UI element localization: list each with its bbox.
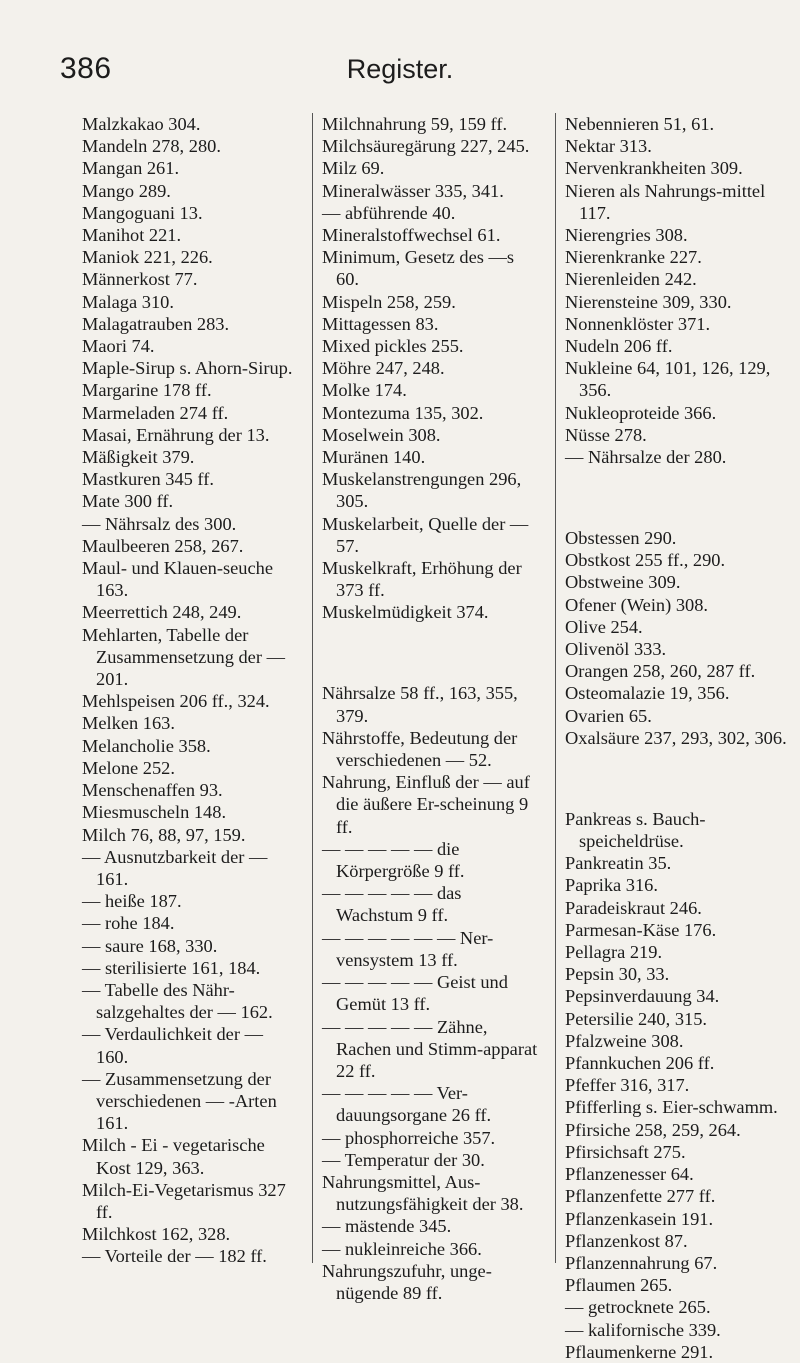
- index-entry: Pellagra 219.: [565, 942, 663, 963]
- index-entry: — getrocknete 265.: [565, 1297, 711, 1318]
- index-entry: — Tabelle des Nähr-salzgehaltes der — 162.: [82, 979, 273, 1023]
- index-entry: Melone 252.: [82, 757, 175, 778]
- index-entry: Mate 300 ff.: [82, 491, 174, 512]
- index-entry: Orangen 258, 260, 287 ff.: [565, 661, 756, 682]
- index-entry: Mispeln 258, 259.: [322, 291, 456, 312]
- index-entry: Miesmuscheln 148.: [82, 802, 227, 823]
- index-entry: — rohe 184.: [82, 913, 175, 934]
- index-entry: Milch-Ei-Vegetarismus 327 ff.: [82, 1179, 286, 1222]
- index-entry: Nahrungszufuhr, unge-nügende 89 ff.: [322, 1260, 492, 1303]
- index-entry: Malaga 310.: [82, 291, 174, 312]
- index-entry: Muskelanstrengungen 296, 305.: [322, 469, 522, 512]
- index-entry: Molke 174.: [322, 380, 407, 401]
- index-entry: Pfifferling s. Eier-schwamm.: [565, 1097, 778, 1118]
- index-entry: Mineralwässer 335, 341.: [322, 180, 504, 201]
- index-entry: — — — — — — Ner-vensystem 13 ff.: [322, 927, 494, 970]
- index-entry: Oxalsäure 237, 293, 302, 306.: [565, 727, 787, 748]
- index-entry: Petersilie 240, 315.: [565, 1008, 707, 1029]
- index-entry: Nährsalze 58 ff., 163, 355, 379.: [322, 683, 518, 726]
- index-entry: Pfalzweine 308.: [565, 1030, 684, 1051]
- index-entry: Obstweine 309.: [565, 572, 681, 593]
- index-entry: Nukleine 64, 101, 126, 129, 356.: [565, 358, 771, 401]
- index-entry: — — — — — Geist und Gemüt 13 ff.: [322, 972, 508, 1015]
- index-entry: — mästende 345.: [322, 1216, 452, 1237]
- index-entry: Paprika 316.: [565, 875, 658, 896]
- index-entry: Melken 163.: [82, 713, 175, 734]
- index-entry: — Zusammensetzung der verschiedenen — -Arten 161.: [82, 1068, 277, 1134]
- index-entry: Masai, Ernährung der 13.: [82, 424, 270, 445]
- index-entry: — Vorteile der — 182 ff.: [82, 1246, 267, 1267]
- index-entry: Olivenöl 333.: [565, 639, 667, 660]
- index-entry: Pankreas s. Bauch-speicheldrüse.: [565, 808, 706, 852]
- index-entry: Maple-Sirup s. Ahorn-Sirup.: [82, 358, 293, 379]
- section-gap: [565, 487, 787, 509]
- index-entry: Malzkakao 304.: [82, 114, 201, 134]
- index-entry: Nudeln 206 ff.: [565, 336, 673, 357]
- index-entry: Mehlarten, Tabelle der Zusammensetzung der — 201.: [82, 624, 285, 690]
- page-header: [0, 52, 800, 92]
- index-entry: Pfirsiche 258, 259, 264.: [565, 1119, 741, 1140]
- index-entry: Nahrungsmittel, Aus-nutzungsfähigkeit der 38.: [322, 1171, 524, 1215]
- index-entry: — abführende 40.: [322, 202, 456, 223]
- index-entry: Mangoguani 13.: [82, 202, 203, 223]
- index-entry: Manihot 221.: [82, 225, 182, 246]
- index-entry: — Nährsalze der 280.: [565, 447, 727, 468]
- index-entry: Montezuma 135, 302.: [322, 402, 484, 423]
- index-column-2: [322, 113, 538, 1304]
- index-entry: Malagatrauben 283.: [82, 313, 230, 334]
- index-entry: Meerrettich 248, 249.: [82, 602, 242, 623]
- index-entry: Mandeln 278, 280.: [82, 136, 221, 157]
- index-entry: Muskelmüdigkeit 374.: [322, 602, 489, 623]
- index-entry: Nierenkranke 227.: [565, 247, 702, 268]
- index-column-1: [82, 113, 297, 1268]
- index-entry: Marmeladen 274 ff.: [82, 402, 229, 423]
- index-entry: Nonnenklöster 371.: [565, 313, 711, 334]
- column-divider: [555, 113, 556, 1263]
- index-entry: Pankreatin 35.: [565, 853, 672, 874]
- index-entry: Parmesan-Käse 176.: [565, 919, 717, 940]
- index-entry: — — — — — das Wachstum 9 ff.: [322, 883, 462, 926]
- index-entry: — Verdaulichkeit der — 160.: [82, 1024, 263, 1067]
- index-entry: Nierengries 308.: [565, 225, 688, 246]
- index-entry: Pfirsichsaft 275.: [565, 1141, 686, 1162]
- index-entry: — nukleinreiche 366.: [322, 1238, 482, 1259]
- index-entry: Melancholie 358.: [82, 735, 211, 756]
- index-entry: Milz 69.: [322, 158, 385, 179]
- index-entry: Männerkost 77.: [82, 269, 198, 290]
- index-entry: Pepsin 30, 33.: [565, 964, 670, 985]
- index-entry: Pfeffer 316, 317.: [565, 1075, 690, 1096]
- index-entry: Mittagessen 83.: [322, 313, 439, 334]
- page-number: 386: [60, 52, 112, 85]
- column-divider: [312, 113, 313, 1263]
- index-entry: Osteomalazie 19, 356.: [565, 683, 730, 704]
- section-gap: [322, 642, 538, 664]
- index-entry: Milch - Ei - vegetarische Kost 129, 363.: [82, 1135, 265, 1178]
- index-entry: — Nährsalz des 300.: [82, 513, 237, 534]
- index-entry: — — — — — die Körpergröße 9 ff.: [322, 838, 465, 882]
- index-entry: Paradeiskraut 246.: [565, 897, 702, 918]
- index-entry: Muskelkraft, Erhöhung der 373 ff.: [322, 558, 522, 601]
- index-entry: Maulbeeren 258, 267.: [82, 535, 244, 556]
- index-entry: Menschenaffen 93.: [82, 780, 223, 801]
- index-entry: Milch 76, 88, 97, 159.: [82, 824, 246, 845]
- index-entry: Möhre 247, 248.: [322, 358, 445, 379]
- index-entry: Nieren als Nahrungs-mittel 117.: [565, 180, 766, 223]
- index-entry: Margarine 178 ff.: [82, 380, 212, 401]
- index-entry: Olive 254.: [565, 616, 643, 637]
- index-entry: Maniok 221, 226.: [82, 247, 213, 268]
- index-entry: Ofener (Wein) 308.: [565, 594, 709, 615]
- index-entry: Nüsse 278.: [565, 424, 647, 445]
- index-entry: — — — — — Zähne, Rachen und Stimm-apparat 22 ff.: [322, 1016, 538, 1081]
- index-entry: — — — — — Ver-dauungsorgane 26 ff.: [322, 1083, 492, 1126]
- index-entry: Nektar 313.: [565, 136, 652, 157]
- index-entry: — sterilisierte 161, 184.: [82, 957, 261, 978]
- index-entry: Maul- und Klauen-seuche 163.: [82, 558, 273, 601]
- index-entry: Pflanzennahrung 67.: [565, 1252, 718, 1273]
- index-entry: Moselwein 308.: [322, 424, 441, 445]
- index-entry: Pflaumenkerne 291.: [565, 1341, 714, 1362]
- index-entry: Obstessen 290.: [565, 528, 677, 549]
- index-entry: Nebennieren 51, 61.: [565, 114, 715, 134]
- index-entry: Pflanzenfette 277 ff.: [565, 1186, 716, 1207]
- index-entry: Mäßigkeit 379.: [82, 447, 195, 468]
- index-entry: — saure 168, 330.: [82, 935, 218, 956]
- index-entry: — phosphorreiche 357.: [322, 1127, 496, 1148]
- index-entry: Nierenleiden 242.: [565, 269, 697, 290]
- index-column-3: [565, 113, 787, 1363]
- index-entry: Obstkost 255 ff., 290.: [565, 550, 726, 571]
- index-entry: Mangan 261.: [82, 158, 180, 179]
- index-entry: Mastkuren 345 ff.: [82, 469, 214, 490]
- index-entry: Maori 74.: [82, 336, 155, 357]
- running-title: Register.: [346, 54, 454, 84]
- index-entry: Milchkost 162, 328.: [82, 1224, 231, 1245]
- index-entry: — Ausnutzbarkeit der — 161.: [82, 846, 268, 889]
- index-entry: — kalifornische 339.: [565, 1319, 721, 1340]
- index-entry: Pflaumen 265.: [565, 1275, 673, 1296]
- index-entry: Mehlspeisen 206 ff., 324.: [82, 691, 270, 712]
- index-entry: Milchnahrung 59, 159 ff.: [322, 114, 508, 134]
- index-entry: Nervenkrankheiten 309.: [565, 158, 743, 179]
- index-entry: Pfannkuchen 206 ff.: [565, 1053, 715, 1074]
- index-entry: Muskelarbeit, Quelle der — 57.: [322, 513, 529, 556]
- index-entry: Nahrung, Einfluß der — auf die äußere Er-scheinung 9 ff.: [322, 772, 530, 837]
- index-entry: Nierensteine 309, 330.: [565, 291, 732, 312]
- index-entry: Nährstoffe, Bedeutung der verschiedenen — 52.: [322, 727, 518, 771]
- index-entry: Minimum, Gesetz des —s 60.: [322, 247, 515, 290]
- index-entry: Mineralstoffwechsel 61.: [322, 225, 501, 246]
- index-entry: Mixed pickles 255.: [322, 336, 464, 357]
- index-entry: Pflanzenesser 64.: [565, 1164, 694, 1185]
- index-entry: — heiße 187.: [82, 891, 182, 912]
- index-entry: Ovarien 65.: [565, 705, 652, 726]
- index-entry: Nukleoproteide 366.: [565, 402, 717, 423]
- section-gap: [565, 767, 787, 789]
- index-entry: Muränen 140.: [322, 447, 426, 468]
- index-entry: Pflanzenkasein 191.: [565, 1208, 714, 1229]
- index-entry: Mango 289.: [82, 180, 171, 201]
- index-entry: Pepsinverdauung 34.: [565, 986, 720, 1007]
- index-entry: Milchsäuregärung 227, 245.: [322, 136, 530, 157]
- index-entry: Pflanzenkost 87.: [565, 1230, 688, 1251]
- index-entry: — Temperatur der 30.: [322, 1149, 485, 1170]
